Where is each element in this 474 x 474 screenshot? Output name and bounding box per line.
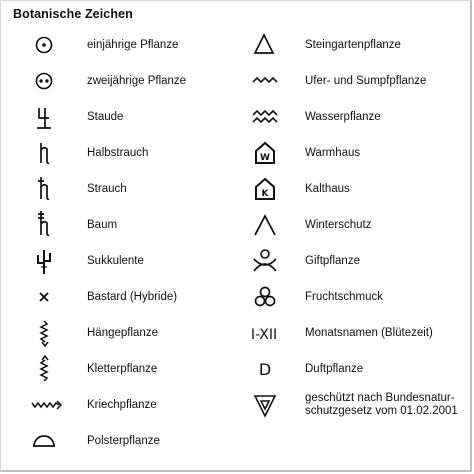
symbol-row xyxy=(245,387,465,423)
symbol-row xyxy=(29,135,249,171)
symbol-label: zweijährige Pflanze xyxy=(87,74,187,87)
symbol-label: Monatsnamen (Blütezeit) xyxy=(305,326,433,339)
symbol-row xyxy=(245,279,465,315)
circle-two-dots-icon xyxy=(29,67,63,95)
creeping-zigzag-icon xyxy=(29,391,63,419)
symbol-row xyxy=(29,315,249,351)
symbol-label: Kriechpflanze xyxy=(87,398,157,411)
symbol-row xyxy=(245,351,465,387)
symbol-row xyxy=(245,63,465,99)
protected-triangle-icon xyxy=(249,391,283,419)
symbol-row xyxy=(245,171,465,207)
warm-house-icon xyxy=(249,139,283,167)
semi-shrub-symbol-icon xyxy=(29,139,63,167)
right-column xyxy=(245,27,465,423)
symbol-row xyxy=(29,243,249,279)
symbol-label: Strauch xyxy=(87,182,127,195)
cactus-icon xyxy=(29,247,63,275)
page-title: Botanische Zeichen xyxy=(13,7,133,21)
skull-crossbones-icon xyxy=(249,247,283,275)
hanging-zigzag-icon xyxy=(29,319,63,347)
tree-symbol-icon xyxy=(29,211,63,239)
month-numerals-text: I-XII xyxy=(250,327,278,343)
symbol-label: Kletterpflanze xyxy=(87,362,158,375)
three-circles-icon xyxy=(249,283,283,311)
symbol-row xyxy=(29,351,249,387)
symbol-label: Warmhaus xyxy=(305,146,361,159)
cross-icon xyxy=(29,283,63,311)
letter-d-icon xyxy=(249,355,283,383)
symbol-row xyxy=(245,207,465,243)
left-column xyxy=(29,27,249,459)
symbol-row xyxy=(245,27,465,63)
double-wave-icon xyxy=(249,103,283,131)
cushion-dome-icon xyxy=(29,427,63,455)
symbol-row xyxy=(245,315,465,351)
symbol-label: Duftpflanze xyxy=(305,362,364,375)
symbol-label: Kalthaus xyxy=(305,182,350,195)
shrub-symbol-icon xyxy=(29,175,63,203)
symbol-label: Ufer- und Sumpfpflanze xyxy=(305,74,427,87)
symbol-label: Halbstrauch xyxy=(87,146,149,159)
symbol-label: Sukkulente xyxy=(87,254,144,267)
letter-d-text: D xyxy=(258,360,272,379)
symbol-label: geschützt nach Bundesnatur-schutzgesetz vom 01.02.2001 xyxy=(305,392,458,417)
perennial-symbol-icon xyxy=(29,103,63,131)
symbol-label: Wasserpflanze xyxy=(305,110,381,123)
symbol-label: Fruchtschmuck xyxy=(305,290,383,303)
symbol-label: Winterschutz xyxy=(305,218,372,231)
symbol-row xyxy=(245,99,465,135)
climbing-zigzag-icon xyxy=(29,355,63,383)
symbol-label: Staude xyxy=(87,110,124,123)
symbol-label: einjährige Pflanze xyxy=(87,38,179,51)
symbol-row xyxy=(29,99,249,135)
symbol-label: Hängepflanze xyxy=(87,326,158,339)
single-wave-icon xyxy=(249,67,283,95)
symbol-row xyxy=(29,423,249,459)
house-letter: K xyxy=(261,189,269,199)
symbol-row xyxy=(29,387,249,423)
symbol-row xyxy=(245,135,465,171)
month-numerals-icon xyxy=(249,319,283,347)
symbol-label: Steingartenpflanze xyxy=(305,38,401,51)
symbol-label: Baum xyxy=(87,218,118,231)
circle-dot-icon xyxy=(29,31,63,59)
symbol-label: Polsterpflanze xyxy=(87,434,160,447)
chevron-up-icon xyxy=(249,211,283,239)
symbol-row xyxy=(29,171,249,207)
cold-house-icon xyxy=(249,175,283,203)
symbol-label: Bastard (Hybride) xyxy=(87,290,178,303)
symbol-row xyxy=(29,279,249,315)
symbol-row xyxy=(29,27,249,63)
symbol-row xyxy=(245,243,465,279)
house-letter: W xyxy=(260,153,270,163)
symbol-row xyxy=(29,207,249,243)
symbol-row xyxy=(29,63,249,99)
triangle-outline-icon xyxy=(249,31,283,59)
symbol-label: Giftpflanze xyxy=(305,254,360,267)
